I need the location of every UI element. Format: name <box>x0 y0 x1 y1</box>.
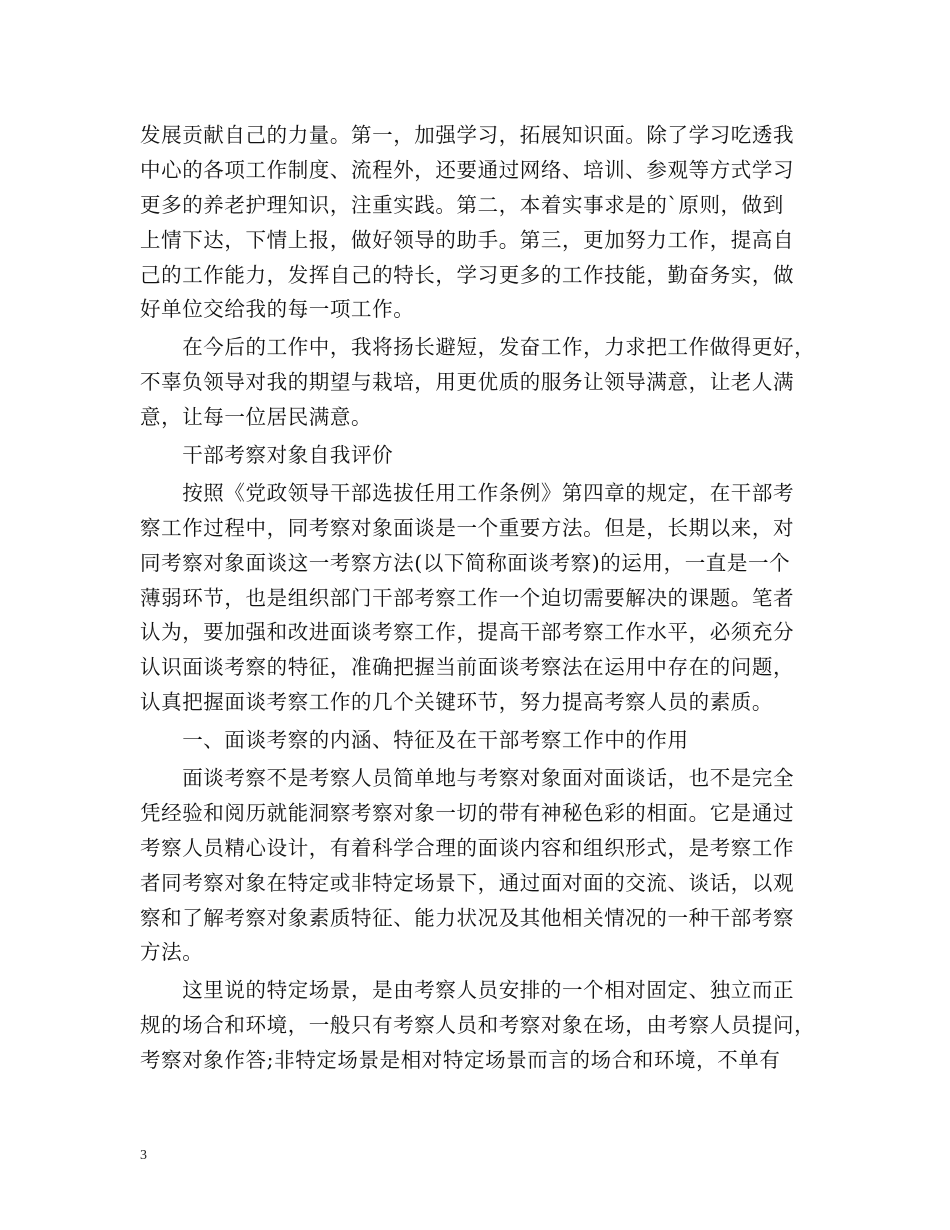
text-line: 面谈考察不是考察人员简单地与考察对象面对面谈话，也不是完全 <box>140 766 795 791</box>
text-line: 察和了解考察对象素质特征、能力状况及其他相关情况的一种干部考察 <box>140 905 795 930</box>
text-line: 中心的各项工作制度、流程外，还要通过网络、培训、参观等方式学习 <box>140 157 795 182</box>
text-line: 认真把握面谈考察工作的几个关键环节，努力提高考察人员的素质。 <box>140 690 773 715</box>
text-line: 规的场合和环境，一般只有考察人员和考察对象在场，由考察人员提问， <box>140 1013 816 1038</box>
section-heading: 一、面谈考察的内涵、特征及在干部考察工作中的作用 <box>140 728 689 753</box>
text-line: 按照《党政领导干部选拔任用工作条例》第四章的规定，在干部考 <box>140 480 795 505</box>
text-line: 己的工作能力，发挥自己的特长，学习更多的工作技能，勤奋务实，做 <box>140 262 795 287</box>
text-line: 好单位交给我的每一项工作。 <box>140 297 415 322</box>
text-line: 这里说的特定场景，是由考察人员安排的一个相对固定、独立而正 <box>140 978 795 1003</box>
text-line: 凭经验和阅历就能洞察考察对象一切的带有神秘色彩的相面。它是通过 <box>140 800 795 825</box>
text-line: 薄弱环节，也是组织部门干部考察工作一个迫切需要解决的课题。笔者 <box>140 585 795 610</box>
text-line: 不辜负领导对我的期望与栽培，用更优质的服务让领导满意，让老人满 <box>140 370 795 395</box>
text-line: 察工作过程中，同考察对象面谈是一个重要方法。但是，长期以来，对 <box>140 515 795 540</box>
text-line: 方法。 <box>140 940 204 965</box>
text-line: 同考察对象面谈这一考察方法(以下简称面谈考察)的运用，一直是一个 <box>140 550 791 575</box>
page-number: 3 <box>140 1148 147 1163</box>
document-body <box>140 118 820 1078</box>
text-line: 考察人员精心设计，有着科学合理的面谈内容和组织形式，是考察工作 <box>140 835 795 860</box>
section-heading: 干部考察对象自我评价 <box>140 443 394 468</box>
text-line: 上情下达，下情上报，做好领导的助手。第三，更加努力工作，提高自 <box>140 227 795 252</box>
text-line: 发展贡献自己的力量。第一，加强学习，拓展知识面。除了学习吃透我 <box>140 123 795 147</box>
text-line: 认为，要加强和改进面谈考察工作，提高干部考察工作水平，必须充分 <box>140 620 795 645</box>
text-line: 更多的养老护理知识，注重实践。第二，本着实事求是的`原则，做到 <box>140 192 784 217</box>
text-line: 意，让每一位居民满意。 <box>140 405 373 430</box>
text-line: 认识面谈考察的特征，准确把握当前面谈考察法在运用中存在的问题， <box>140 655 795 680</box>
text-line: 者同考察对象在特定或非特定场景下，通过面对面的交流、谈话，以观 <box>140 870 795 895</box>
text-line: 在今后的工作中，我将扬长避短，发奋工作，力求把工作做得更好， <box>140 335 816 360</box>
text-line: 考察对象作答;非特定场景是相对特定场景而言的场合和环境，不单有 <box>140 1048 781 1073</box>
